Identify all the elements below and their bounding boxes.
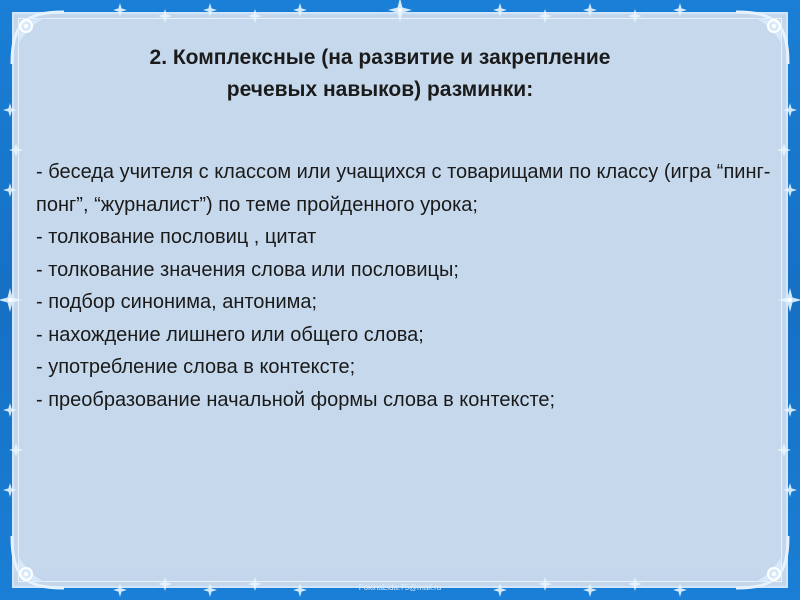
list-item: - преобразование начальной формы слова в контексте; <box>36 388 556 411</box>
slide-title <box>60 42 700 106</box>
list-item: - толкование значения слова или пословицы; <box>36 258 459 281</box>
list-item: - толкование пословиц , цитат <box>36 226 317 248</box>
swirl-ornament-top-right <box>726 4 796 74</box>
list-item: - нахождение лишнего или общего слова; <box>36 323 424 346</box>
slide-body <box>36 156 778 416</box>
list-item: - употребление слова в контексте; <box>36 356 356 378</box>
list-item: - беседа учителя с классом или учащихся с товарищами по классу (игра “пинг-понг”, “журналист”) по теме пройденного урока; <box>36 161 771 216</box>
footer-email: FokinaLida.75@mail.ru <box>358 583 442 592</box>
title-line-1: 2. Комплексные (на развитие и закрепление <box>149 46 611 69</box>
title-line-2: речевых навыков) разминки: <box>226 78 534 101</box>
list-item: - подбор синонима, антонима; <box>36 291 318 313</box>
